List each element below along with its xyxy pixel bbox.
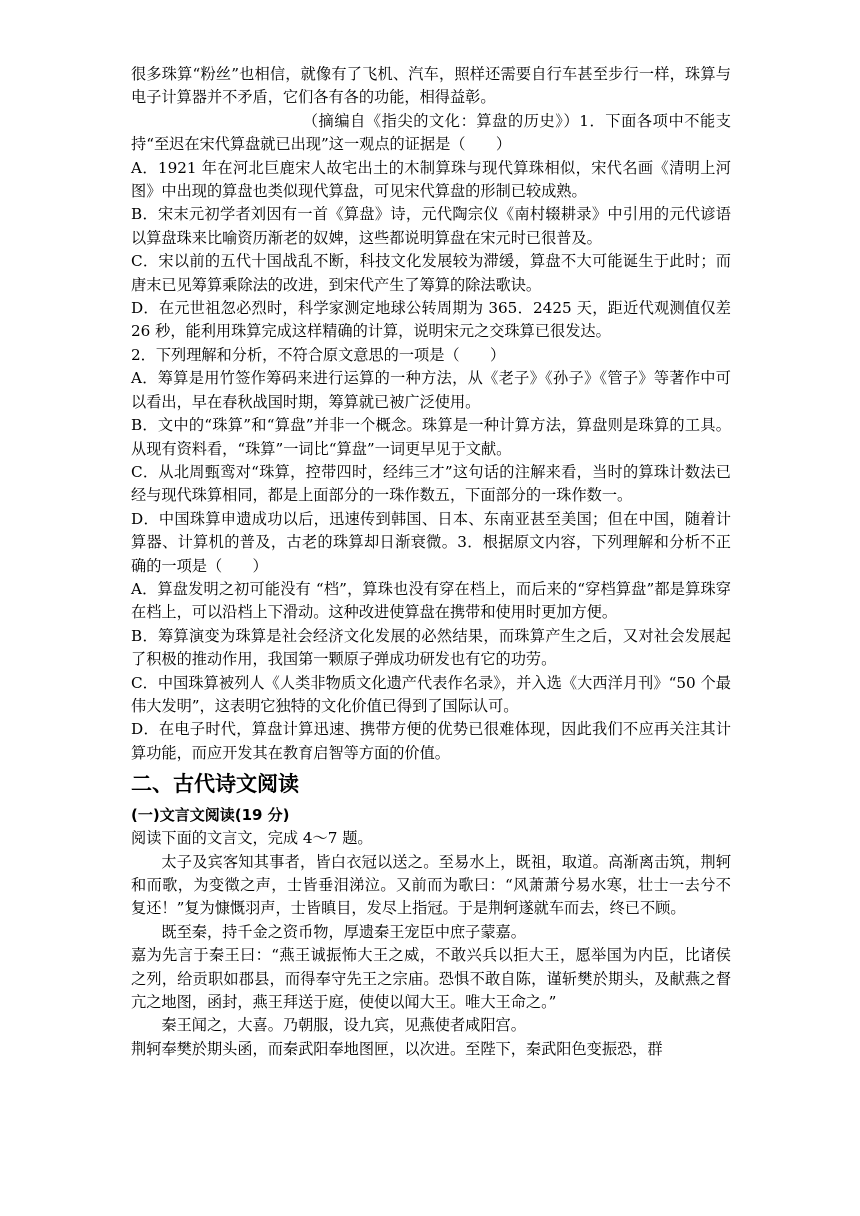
passage-ending: 很多珠算“粉丝”也相信，就像有了飞机、汽车，照样还需要自行车甚至步行一样，珠算与电子计算器并不矛盾，它们各有各的功能，相得益彰。 <box>131 65 731 107</box>
classical-text-paragraph-4: 秦王闻之，大喜。乃朝服，设九宾，见燕使者咸阳宫。 <box>161 1016 526 1035</box>
question-3-option-b: B．筹算演变为珠算是社会经济文化发展的必然结果，而珠算产生之后，又对社会发展起了积极的推动作用，我国第一颗原子弹成功研发也有它的功劳。 <box>131 626 731 669</box>
question-2: 2．下列理解和分析，不符合原文意思的一项是（ ） <box>131 345 506 364</box>
question-1-option-b: B．宋末元初学者刘因有一首《算盘》诗，元代陶宗仪《南村辍耕录》中引用的元代谚语以算盘珠来比喻资历渐老的奴婢，这些都说明算盘在宋元时已很普及。 <box>131 205 731 247</box>
question-3-option-a: A．算盘发明之初可能没有 “档”，算珠也没有穿在档上，而后来的“穿档算盘”都是算珠穿在档上，可以沿档上下滑动。这种改进使算盘在携带和使用时更加方便。 <box>131 579 731 622</box>
section-heading-classical-poetry: 二、古代诗文阅读 <box>131 772 299 797</box>
question-1-option-c: C．宋以前的五代十国战乱不断，科技文化发展较为滞缓，算盘不大可能诞生于此时；而唐末已见筹算乘除法的改进，到宋代产生了筹算的除法歌诀。 <box>131 252 731 294</box>
classical-text-paragraph-1: 太子及宾客知其事者，皆白衣冠以送之。至易水上，既祖，取道。高渐离击筑，荆轲和而歌，为变徵之声，士皆垂泪涕泣。又前而为歌曰：“风萧萧兮易水寒，壮士一去兮不复还！”复为慷慨羽声，士皆瞋目，发尽上指冠。于是荆轲遂就车而去，终已不顾。 <box>131 852 731 918</box>
question-1-option-d: D．在元世祖忽必烈时，科学家测定地球公转周期为 365．2425 天，距近代观测值仅差 26 秒，能利用珠算完成这样精确的计算，说明宋元之交珠算已很发达。 <box>131 299 731 341</box>
source-and-question-1: （摘编自《指尖的文化：算盘的历史》）1．下面各项中不能支持“至迟在宋代算盘就已出现”这一观点的证据是（ ） <box>131 111 731 154</box>
question-1-option-a: A．1921 年在河北巨鹿宋人故宅出土的木制算珠与现代算珠相似，宋代名画《清明上河图》中出现的算盘也类似现代算盘，可见宋代算盘的形制已较成熟。 <box>131 158 731 201</box>
question-2-option-a: A．筹算是用竹签作筹码来进行运算的一种方法，从《老子》《孙子》《管子》等著作中可以看出，早在春秋战国时期，筹算就已被广泛使用。 <box>131 369 731 411</box>
classical-text-paragraph-2: 既至秦，持千金之资币物，厚遗秦王宠臣中庶子蒙嘉。 <box>161 922 526 941</box>
classical-text-paragraph-5: 荆轲奉樊於期头函，而秦武阳奉地图匣，以次进。至陛下，秦武阳色变振恐，群 <box>131 1039 663 1058</box>
classical-text-paragraph-3: 嘉为先言于秦王曰：“燕王诚振怖大王之威，不敢兴兵以拒大王，愿举国为内臣，比诸侯之列，给贡职如郡县，而得奉守先王之宗庙。恐惧不敢自陈，谨斩樊於期头，及献燕之督亢之地图，函封，燕王拜送于庭，使使以闻大王。唯大王命之。” <box>131 946 731 1012</box>
subsection-heading-classical-prose: (一)文言文阅读(19 分) <box>131 806 290 825</box>
question-3-option-d: D．在电子时代，算盘计算迅速、携带方便的优势已很难体现，因此我们不应再关注其计算功能，而应开发其在教育启智等方面的价值。 <box>131 720 731 762</box>
document-body <box>131 63 731 1061</box>
question-2-option-d-and-question-3: D．中国珠算申遗成功以后，迅速传到韩国、日本、东南亚甚至美国；但在中国，随着计算器、计算机的普及，古老的珠算却日渐衰微。3．根据原文内容，下列理解和分析不正确的一项是（ ） <box>131 509 731 575</box>
reading-instruction: 阅读下面的文言文，完成 4～7 题。 <box>131 829 373 848</box>
question-2-option-c: C．从北周甄鸾对“珠算，控带四时，经纬三才”这句话的注解来看，当时的算珠计数法已经与现代珠算相同，都是上面部分的一珠作数五，下面部分的一珠作数一。 <box>131 462 731 505</box>
question-3-option-c: C．中国珠算被列人《人类非物质文化遗产代表作名录》，并入选《大西洋月刊》“50 个最伟大发明”，这表明它独特的文化价值已得到了国际认可。 <box>131 673 731 715</box>
question-2-option-b: B．文中的“珠算”和“算盘”并非一个概念。珠算是一种计算方法，算盘则是珠算的工具。从现有资料看，“珠算”一词比“算盘”一词更早见于文献。 <box>131 416 731 458</box>
